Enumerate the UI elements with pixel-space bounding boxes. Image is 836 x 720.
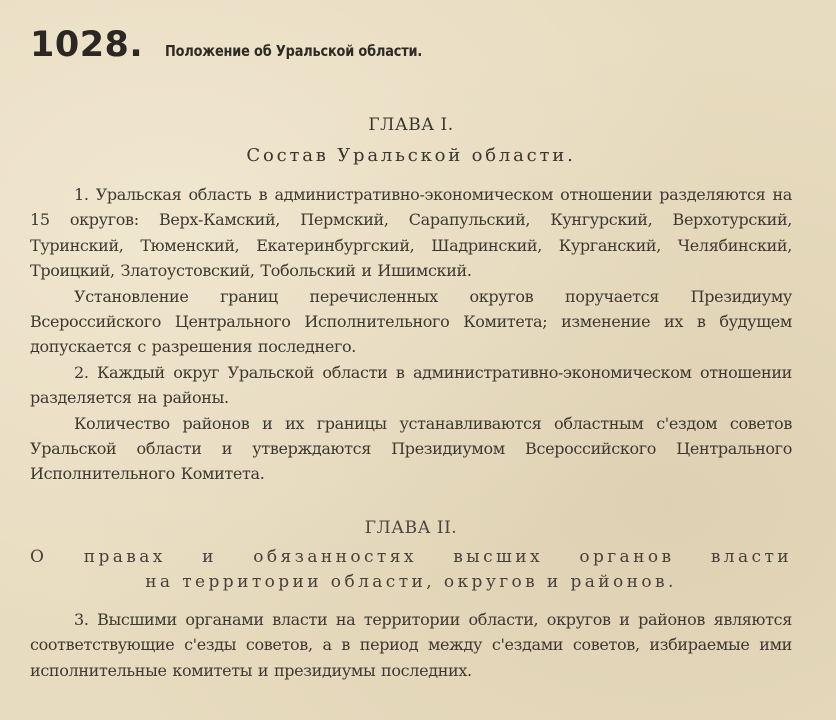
paragraph-3: 3. Высшими органами власти на территории области, округов и районов являются соответствующие с'езды советов, а в период между с'ездами советов, избираемые ими исполнительные комитеты и президиумы последних. xyxy=(30,609,792,680)
page-header xyxy=(30,25,792,80)
chapter-1 xyxy=(30,114,792,487)
page-number: 1028. xyxy=(30,25,144,65)
chapter-2 xyxy=(30,517,792,683)
paragraph-2-continuation: Количество районов и их границы устанавливаются областным с'ездом советов Уральской области и утверждаются Президиумом Всероссийского Центрального Исполнительного Комитета. xyxy=(30,413,792,484)
paragraph-1: 1. Уральская область в административно-экономическом отношении разделяются на 15 округов: Верх-Камский, Пермский, Сарапульский, Кунгурский, Верхотурский, Туринский, Тюменский, Екатеринбургский, Шадринский, Курганский, Челябинский, Троицкий, Златоустовский, Тобольский и Ишимский. xyxy=(30,185,792,281)
paragraph-1-continuation: Установление границ перечисленных округов поручается Президиуму Всероссийского Центрального Исполнительного Комитета; изменение их в будущем допускается с разрешения последнего. xyxy=(30,286,792,357)
paragraph-2: 2. Каждый округ Уральской области в административно-экономическом отношении разделяется на районы. xyxy=(30,362,792,408)
chapter-2-label: ГЛАВА II. xyxy=(364,517,458,538)
chapter-2-title-line-1: О правах и обязанностях высших органов власти xyxy=(30,546,792,567)
chapter-2-title-line-2: на территории области, округов и районов. xyxy=(145,571,677,592)
chapter-1-title: Состав Уральской области. xyxy=(246,145,576,166)
chapter-2-title xyxy=(30,545,792,595)
running-head: Положение об Уральской области. xyxy=(165,42,423,60)
chapter-1-label: ГЛАВА I. xyxy=(368,115,454,135)
